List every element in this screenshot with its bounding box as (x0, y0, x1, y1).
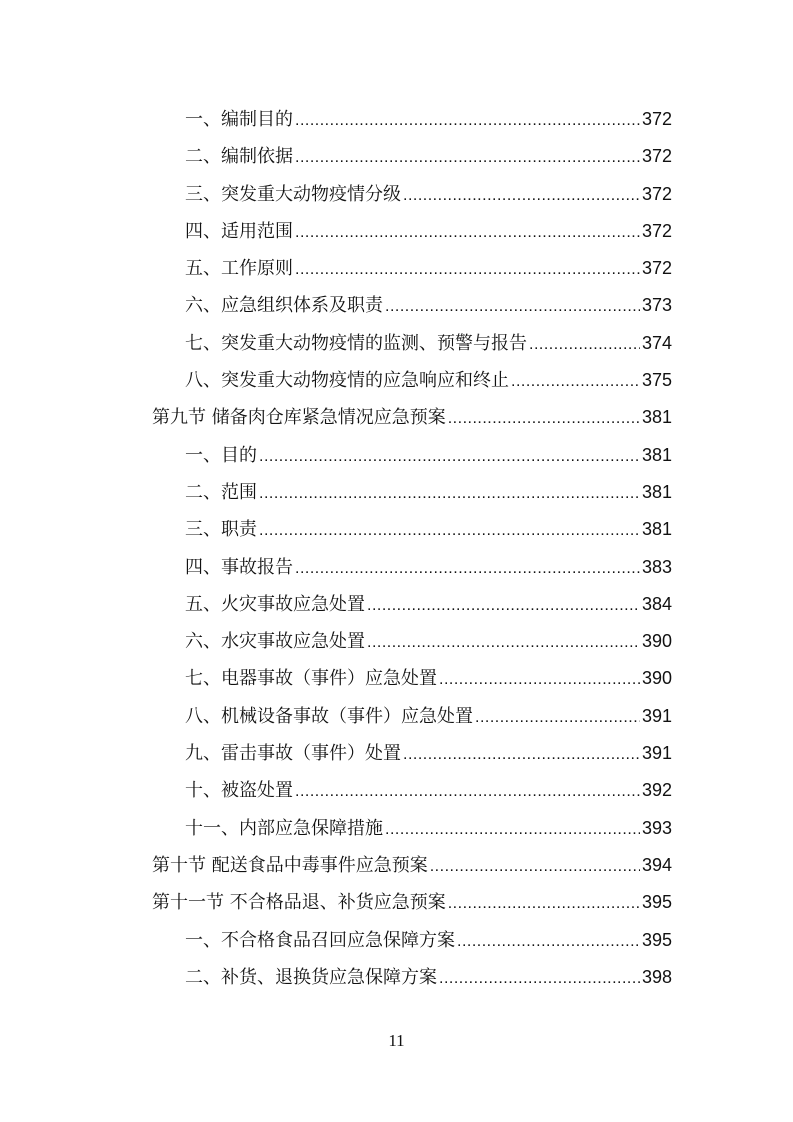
toc-subsection-entry[interactable] (0, 250, 672, 287)
toc-subsection-entry[interactable] (0, 959, 672, 996)
toc-entry-title: 九、雷击事故（事件）处置 (185, 743, 401, 765)
toc-entry-title: 一、目的 (185, 444, 257, 466)
toc-dot-leader (403, 736, 640, 773)
toc-dot-leader (403, 177, 640, 214)
toc-entry-page: 394 (641, 854, 672, 875)
toc-entry-page: 374 (641, 332, 672, 353)
toc-entry-title: 三、职责 (185, 519, 257, 541)
toc-subsection-entry[interactable] (0, 735, 672, 772)
toc-dot-leader (295, 102, 640, 139)
toc-subsection-entry[interactable] (0, 922, 672, 959)
toc-entry-title: 第九节 储备肉仓库紧急情况应急预案 (152, 407, 446, 429)
toc-entry-page: 383 (641, 556, 672, 577)
toc-dot-leader (475, 699, 640, 736)
toc-entry-page: 381 (641, 481, 672, 502)
toc-entry-page: 395 (641, 929, 672, 950)
toc-dot-leader (448, 885, 640, 922)
toc-dot-leader (367, 624, 640, 661)
toc-entry-title: 五、工作原则 (185, 258, 293, 280)
toc-entry-page: 381 (641, 519, 672, 540)
toc-entry-title: 七、突发重大动物疫情的监测、预警与报告 (185, 332, 527, 354)
toc-entry-page: 391 (641, 705, 672, 726)
toc-dot-leader (430, 848, 640, 885)
toc-subsection-entry[interactable] (0, 437, 672, 474)
toc-dot-leader (295, 251, 640, 288)
toc-section-entry[interactable] (0, 884, 672, 921)
toc-entry-title: 一、编制目的 (185, 109, 293, 130)
toc-subsection-entry[interactable] (0, 474, 672, 511)
toc-section-entry[interactable] (0, 399, 672, 436)
toc-entry-title: 六、水灾事故应急处置 (185, 631, 365, 653)
toc-entry-title: 四、适用范围 (185, 220, 293, 242)
toc-subsection-entry[interactable] (0, 138, 672, 175)
toc-dot-leader (259, 512, 640, 549)
toc-entry-title: 七、电器事故（事件）应急处置 (185, 668, 437, 690)
toc-entry-page: 390 (641, 668, 672, 689)
toc-dot-leader (295, 550, 640, 587)
toc-entry-page: 381 (641, 407, 672, 428)
toc-entry-page: 372 (641, 109, 672, 129)
toc-entry-page: 373 (641, 295, 672, 316)
toc-dot-leader (439, 661, 640, 698)
toc-entry-title: 二、范围 (185, 481, 257, 503)
toc-entry-page: 381 (641, 444, 672, 465)
toc-entry-title: 第十节 配送食品中毒事件应急预案 (152, 854, 428, 876)
toc-subsection-entry[interactable] (0, 362, 672, 399)
toc-dot-leader (385, 288, 640, 325)
toc-entry-title: 八、机械设备事故（事件）应急处置 (185, 705, 473, 727)
toc-entry-title: 二、编制依据 (185, 146, 293, 168)
toc-entry-page: 375 (641, 370, 672, 391)
toc-subsection-entry[interactable] (0, 586, 672, 623)
toc-entry-title: 五、火灾事故应急处置 (185, 593, 365, 615)
toc-entry-page: 392 (641, 780, 672, 801)
toc-entry-title: 十一、内部应急保障措施 (185, 817, 383, 839)
toc-dot-leader (529, 326, 640, 363)
toc-dot-leader (457, 923, 640, 960)
toc-dot-leader (295, 773, 640, 810)
toc-dot-leader (385, 811, 640, 848)
toc-subsection-entry[interactable] (0, 287, 672, 324)
toc-subsection-entry[interactable] (0, 772, 672, 809)
toc-entry-title: 第十一节 不合格品退、补货应急预案 (152, 892, 446, 914)
toc-dot-leader (295, 214, 640, 251)
toc-dot-leader (295, 139, 640, 176)
toc-entry-title: 四、事故报告 (185, 556, 293, 578)
toc-entry-page: 395 (641, 892, 672, 913)
toc-entry-page: 384 (641, 593, 672, 614)
toc-entry-title: 十、被盗处置 (185, 780, 293, 802)
toc-entry-title: 六、应急组织体系及职责 (185, 295, 383, 317)
toc-dot-leader (511, 363, 640, 400)
toc-entry-page: 390 (641, 631, 672, 652)
toc-dot-leader (439, 960, 640, 997)
toc-subsection-entry[interactable] (0, 101, 672, 138)
toc-dot-leader (259, 438, 640, 475)
toc-entry-page: 372 (641, 258, 672, 279)
page-number: 11 (388, 1031, 405, 1050)
toc-entry-page: 398 (641, 966, 672, 987)
toc-subsection-entry[interactable] (0, 660, 672, 697)
toc-entry-title: 八、突发重大动物疫情的应急响应和终止 (185, 370, 509, 392)
toc-entry-title: 一、不合格食品召回应急保障方案 (185, 929, 455, 951)
toc-section-entry[interactable] (0, 847, 672, 884)
toc-subsection-entry[interactable] (0, 810, 672, 847)
toc-entry-page: 391 (641, 743, 672, 764)
toc-entry-page: 393 (641, 817, 672, 838)
toc-subsection-entry[interactable] (0, 325, 672, 362)
toc-dot-leader (259, 475, 640, 512)
toc-subsection-entry[interactable] (0, 549, 672, 586)
toc-entry-page: 372 (641, 183, 672, 204)
toc-subsection-entry[interactable] (0, 511, 672, 548)
toc-entry-page: 372 (641, 220, 672, 241)
toc-subsection-entry[interactable] (0, 213, 672, 250)
toc-dot-leader (448, 400, 640, 437)
toc-entry-title: 二、补货、退换货应急保障方案 (185, 966, 437, 988)
table-of-contents (0, 101, 793, 996)
toc-dot-leader (367, 587, 640, 624)
toc-entry-page: 372 (641, 146, 672, 167)
toc-entry-title: 三、突发重大动物疫情分级 (185, 183, 401, 205)
toc-subsection-entry[interactable] (0, 698, 672, 735)
toc-subsection-entry[interactable] (0, 176, 672, 213)
toc-subsection-entry[interactable] (0, 623, 672, 660)
